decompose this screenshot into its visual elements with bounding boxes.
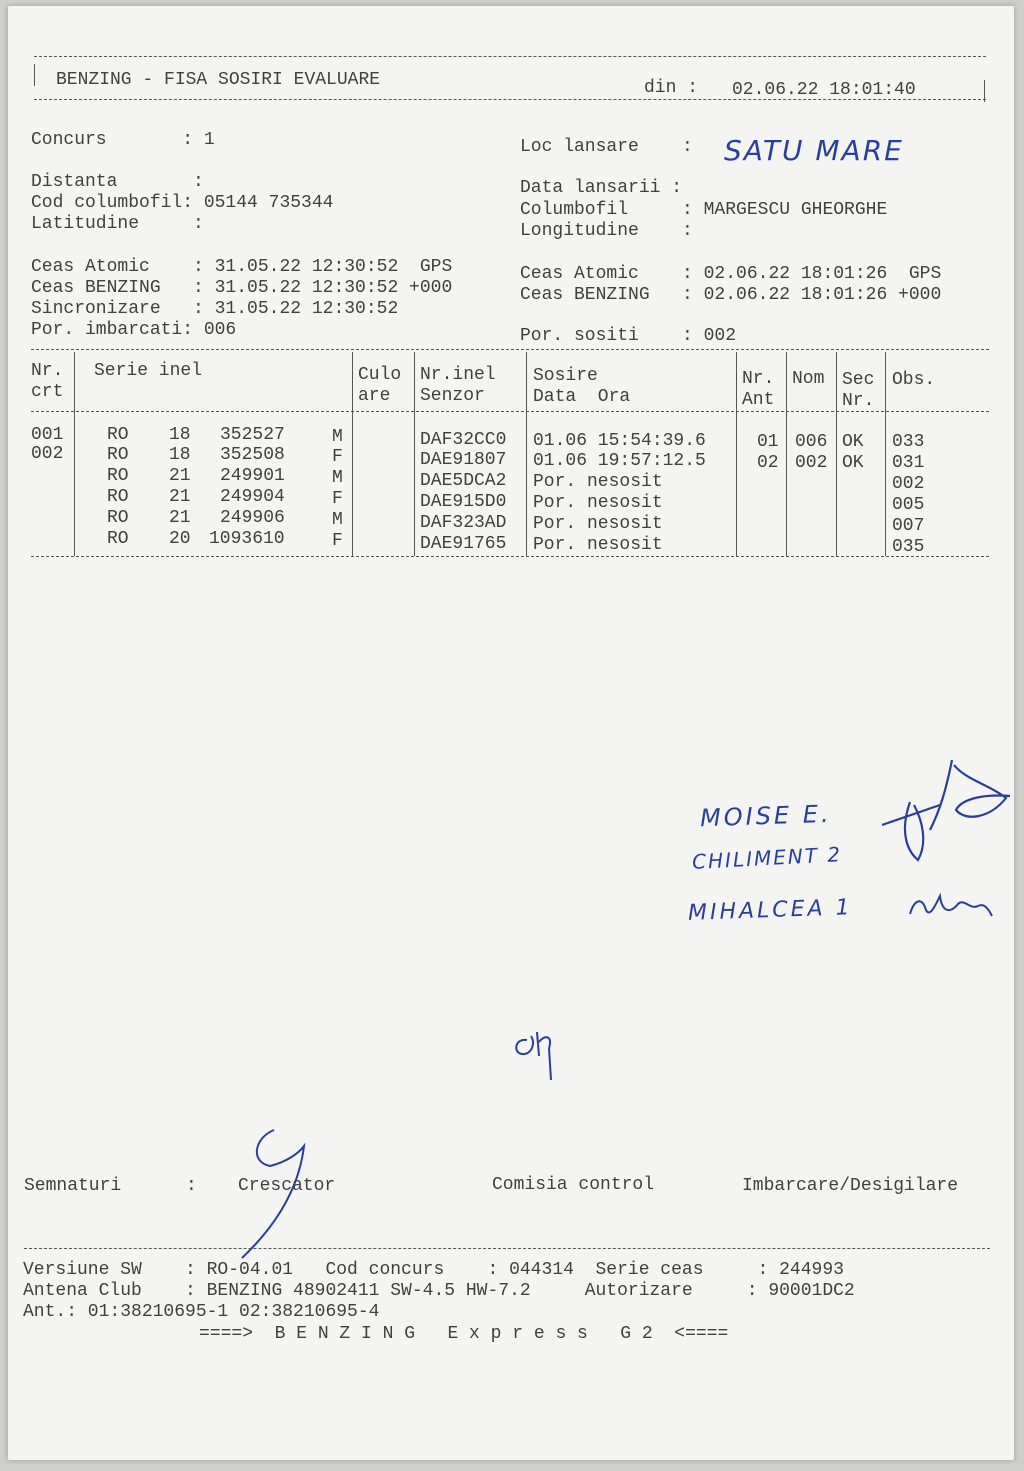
hdr-serie-inel: Serie inel — [94, 361, 203, 381]
handwritten-note-moise: MOISE E. — [699, 799, 832, 833]
col-line-nr — [74, 352, 75, 556]
hdr-obs: Obs. — [892, 370, 936, 390]
row-an: 21 — [169, 508, 191, 528]
din-label: din : — [644, 78, 699, 98]
row-nr: 002 — [31, 444, 64, 464]
versiune-sw-line: Versiune SW : RO-04.01 Cod concurs : 044314 Serie ceas : 244993 — [23, 1260, 844, 1280]
row-nom: 006 — [795, 432, 828, 452]
latitudine-field: Latitudine : — [31, 214, 204, 234]
row-obs: 007 — [892, 516, 925, 536]
row-nr: 001 — [31, 425, 64, 445]
row-obs: 005 — [892, 495, 925, 515]
row-ant: 02 — [757, 453, 779, 473]
comisia-control-label: Comisia control — [492, 1175, 655, 1195]
row-sosire: Por. nesosit — [533, 535, 663, 555]
imbarcare-desigilare-label: Imbarcare/Desigilare — [742, 1176, 959, 1196]
table-top-rule — [31, 349, 989, 350]
row-tara: RO — [107, 466, 129, 486]
benzing-banner: ====> B E N Z I N G E x p r e s s G 2 <==== — [199, 1324, 729, 1344]
row-inel: 352508 — [220, 445, 285, 465]
col-line-senzor — [526, 352, 527, 556]
footer-rule — [24, 1248, 990, 1249]
row-sex: M — [332, 427, 343, 447]
row-nom: 002 — [795, 453, 828, 473]
row-sosire: Por. nesosit — [533, 472, 663, 492]
cod-columbofil-field: Cod columbofil: 05144 735344 — [31, 193, 334, 213]
hdr-nr-ant: Nr. — [742, 369, 775, 389]
distanta-field: Distanta : — [31, 172, 204, 192]
por-imbarcati-field: Por. imbarcati: 006 — [31, 320, 237, 340]
row-sec: OK — [842, 432, 864, 452]
ceas-benzing-right: Ceas BENZING : 02.06.22 18:01:26 +000 — [520, 285, 942, 305]
row-inel: 249901 — [220, 466, 285, 486]
hdr-senzor: Senzor — [420, 386, 485, 406]
ant-line: Ant.: 01:38210695-1 02:38210695-4 — [23, 1302, 380, 1322]
row-senzor: DAE91765 — [420, 534, 507, 554]
header-bottom-rule — [34, 99, 986, 100]
sincronizare-field: Sincronizare : 31.05.22 12:30:52 — [31, 299, 399, 319]
crescator-label: Crescator — [238, 1176, 336, 1196]
hdr-sec-nr: Nr. — [842, 391, 875, 411]
hdr-nr: Nr. — [31, 361, 64, 381]
row-ant: 01 — [757, 432, 779, 452]
por-sositi-field: Por. sositi : 002 — [520, 326, 737, 346]
table-bottom-rule — [31, 556, 989, 557]
row-senzor: DAF323AD — [420, 513, 507, 533]
hdr-ant: Ant — [742, 390, 775, 410]
row-senzor: DAE5DCA2 — [420, 471, 507, 491]
row-sex: F — [332, 489, 343, 509]
handwritten-note-chiliment: CHILIMENT 2 — [691, 842, 843, 874]
data-lansarii-field: Data lansarii : — [520, 178, 683, 198]
row-obs: 033 — [892, 432, 925, 452]
col-line-sec — [885, 352, 886, 556]
col-line-nom — [836, 352, 837, 556]
row-tara: RO — [107, 487, 129, 507]
row-senzor: DAE91807 — [420, 450, 507, 470]
signature-scribble-moise — [870, 750, 1020, 870]
col-line-culoare — [414, 352, 415, 556]
row-tara: RO — [107, 425, 129, 445]
row-an: 21 — [169, 466, 191, 486]
row-obs: 002 — [892, 474, 925, 494]
document-title: BENZING - FISA SOSIRI EVALUARE — [56, 70, 381, 90]
longitudine-field: Longitudine : — [520, 221, 693, 241]
row-obs: 031 — [892, 453, 925, 473]
hdr-nr-inel: Nr.inel — [420, 365, 496, 385]
antena-club-line: Antena Club : BENZING 48902411 SW-4.5 HW-7.2 Autorizare : 90001DC2 — [23, 1281, 855, 1301]
hdr-nom: Nom — [792, 369, 825, 389]
row-an: 18 — [169, 445, 191, 465]
row-inel: 249904 — [220, 487, 285, 507]
handwritten-note-mihalcea: MIHALCEA 1 — [687, 895, 854, 926]
col-line-serie — [352, 352, 353, 556]
row-senzor: DAF32CC0 — [420, 430, 507, 450]
row-inel: 249906 — [220, 508, 285, 528]
ceas-benzing-left: Ceas BENZING : 31.05.22 12:30:52 +000 — [31, 278, 453, 298]
row-tara: RO — [107, 529, 129, 549]
row-inel: 1093610 — [209, 529, 285, 549]
header-left-border — [34, 64, 35, 86]
row-an: 20 — [169, 529, 191, 549]
row-sec: OK — [842, 453, 864, 473]
row-tara: RO — [107, 445, 129, 465]
row-inel: 352527 — [220, 425, 285, 445]
hdr-data-ora: Data Ora — [533, 387, 631, 407]
hdr-sec: Sec — [842, 370, 875, 390]
row-sex: M — [332, 510, 343, 530]
hdr-culoare: Culo — [358, 365, 402, 385]
header-top-rule — [34, 56, 986, 57]
row-sosire: 01.06 15:54:39.6 — [533, 431, 706, 451]
row-an: 18 — [169, 425, 191, 445]
col-line-ant — [786, 352, 787, 556]
signature-scribble-mid — [505, 1020, 565, 1090]
row-sex: F — [332, 447, 343, 467]
hdr-crt: crt — [31, 382, 64, 402]
row-sosire: Por. nesosit — [533, 493, 663, 513]
row-sosire: 01.06 19:57:12.5 — [533, 451, 706, 471]
row-an: 21 — [169, 487, 191, 507]
col-line-sosire — [736, 352, 737, 556]
row-tara: RO — [107, 508, 129, 528]
hdr-sosire: Sosire — [533, 366, 598, 386]
ceas-atomic-left: Ceas Atomic : 31.05.22 12:30:52 GPS — [31, 257, 453, 277]
signature-scribble-mihalcea — [900, 886, 1000, 926]
loc-lansare-label: Loc lansare : — [520, 137, 693, 157]
semnaturi-label: Semnaturi : — [24, 1176, 197, 1196]
row-sex: M — [332, 468, 343, 488]
row-obs: 035 — [892, 537, 925, 557]
row-sex: F — [332, 531, 343, 551]
hdr-culoare-2: are — [358, 386, 391, 406]
concurs-field: Concurs : 1 — [31, 130, 215, 150]
row-sosire: Por. nesosit — [533, 514, 663, 534]
row-senzor: DAE915D0 — [420, 492, 507, 512]
loc-lansare-handwritten: SATU MARE — [724, 134, 904, 167]
columbofil-field: Columbofil : MARGESCU GHEORGHE — [520, 200, 888, 220]
print-timestamp: 02.06.22 18:01:40 — [732, 80, 916, 100]
ceas-atomic-right: Ceas Atomic : 02.06.22 18:01:26 GPS — [520, 264, 942, 284]
